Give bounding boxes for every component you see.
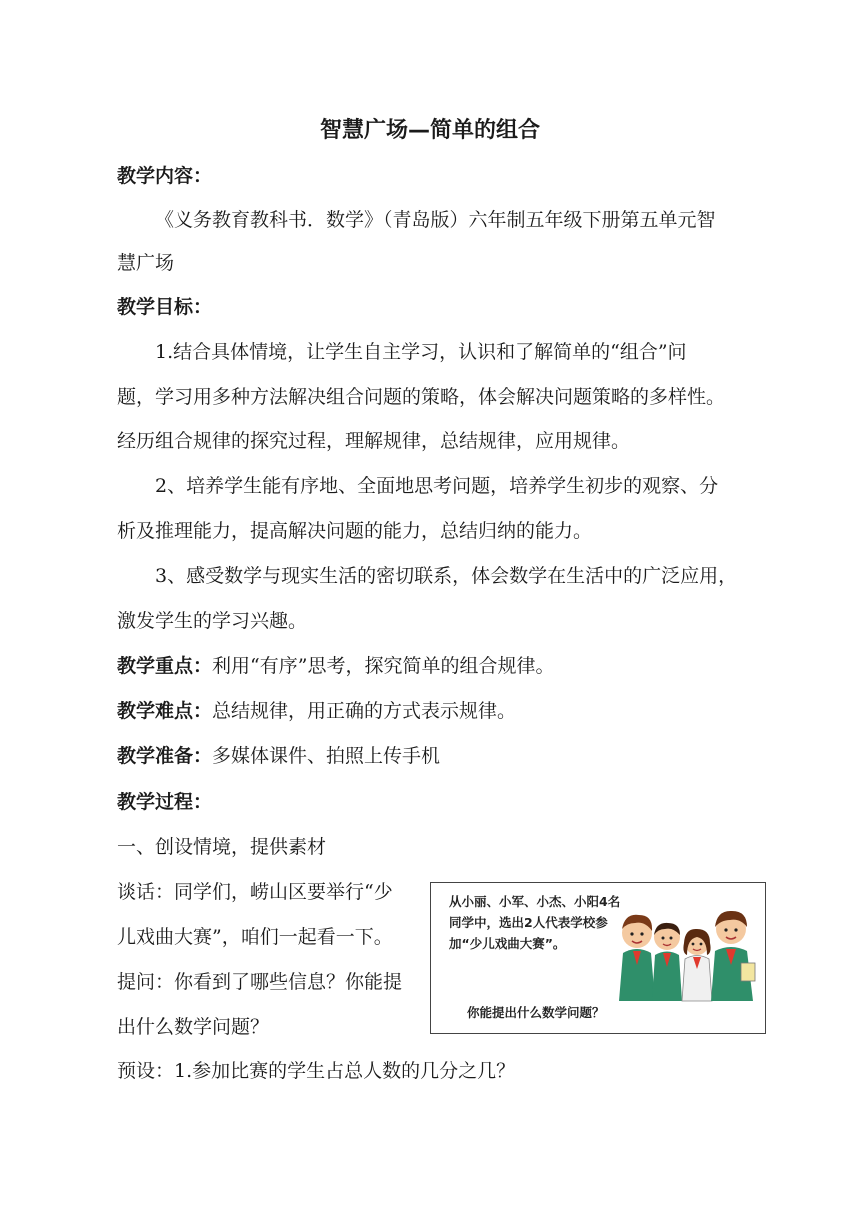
student-figure	[652, 923, 682, 1001]
key-points-text: 利用“有序”思考，探究简单的组合规律。	[212, 655, 555, 677]
preparation-label: 教学准备：	[117, 745, 213, 767]
illustration-box	[430, 882, 766, 1034]
preparation-text: 多媒体课件、拍照上传手机	[212, 745, 441, 767]
page-title: 智慧广场—简单的组合	[319, 118, 540, 143]
goal-2-line-1: 2、培养学生能有序地、全面地思考问题，培养学生初步的观察、分	[155, 475, 719, 497]
goal-3-line-2: 激发学生的学习兴趣。	[117, 610, 308, 632]
goal-3-line-1: 3、感受数学与现实生活的密切联系，体会数学在生活中的广泛应用，	[155, 565, 738, 587]
preparation	[117, 743, 440, 769]
difficulty-label: 教学难点：	[117, 700, 213, 722]
section-1-heading: 一、创设情境，提供素材	[117, 836, 327, 858]
student-figure	[619, 915, 655, 1001]
students-illustration	[615, 893, 760, 1003]
content-line-2: 慧广场	[117, 252, 175, 274]
difficulty	[117, 698, 516, 724]
content-line-1: 《义务教育教科书．数学》（青岛版）六年制五年级下册第五单元智	[155, 209, 716, 231]
goals-heading: 教学目标：	[117, 296, 213, 318]
goal-2-line-2: 析及推理能力，提高解决问题的能力，总结归纳的能力。	[117, 520, 593, 542]
talk-line-1: 谈话：同学们，崂山区要举行“少	[117, 881, 393, 903]
goal-1-line-1: 1.结合具体情境，让学生自主学习，认识和了解简单的“组合”问	[155, 341, 687, 363]
talk-line-2: 儿戏曲大赛”，咱们一起看一下。	[117, 926, 393, 948]
preset-line: 预设：1.参加比赛的学生占总人数的几分之几？	[117, 1060, 516, 1082]
process-heading: 教学过程：	[117, 791, 213, 813]
ask-line-2: 出什么数学问题？	[117, 1016, 270, 1038]
goal-1-line-2: 题，学习用多种方法解决组合问题的策略，体会解决问题策略的多样性。	[117, 386, 726, 408]
goal-1-line-3: 经历组合规律的探究过程，理解规律，总结规律，应用规律。	[117, 430, 631, 452]
illustration-caption: 从小丽、小军、小杰、小阳4名同学中，选出2人代表学校参加“少儿戏曲大赛”。	[449, 894, 621, 951]
content-heading: 教学内容：	[117, 165, 213, 187]
ask-line-1: 提问：你看到了哪些信息？你能提	[117, 971, 403, 993]
student-figure	[682, 929, 712, 1001]
student-figure	[711, 911, 755, 1001]
difficulty-text: 总结规律，用正确的方式表示规律。	[212, 700, 517, 722]
illustration-question: 你能提出什么数学问题？	[467, 1005, 605, 1020]
key-points-label: 教学重点：	[117, 655, 213, 677]
key-points	[117, 653, 554, 679]
